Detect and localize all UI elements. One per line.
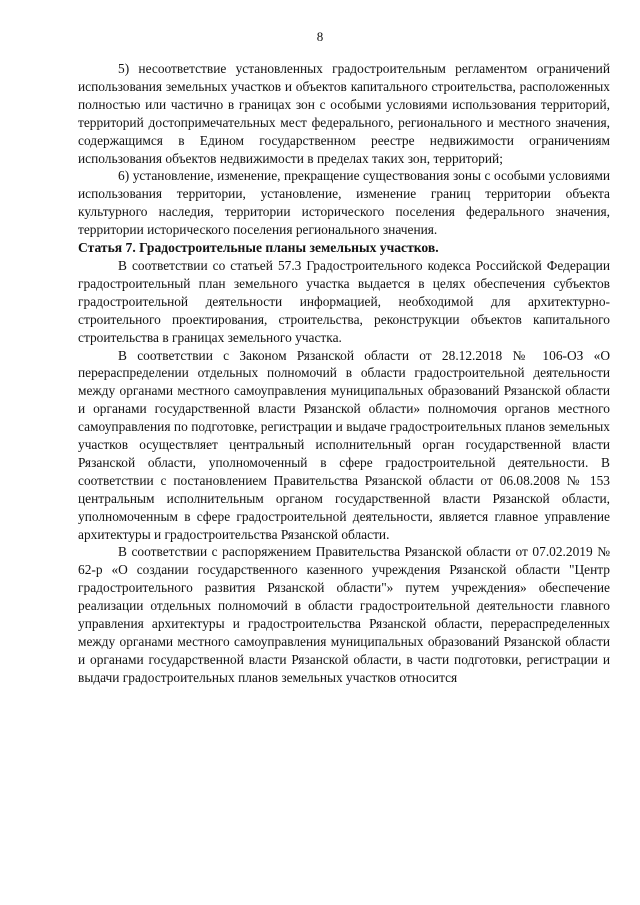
document-body — [78, 60, 610, 687]
paragraph-item-5: 5) несоответствие установленных градостроительным регламентом ограничений использования земельных участков и объектов капитального строительства, расположенных полностью или частично в границах зон с особыми условиями использования территорий, территорий достопримечательных мест федерального, регионального и местного значения, содержащимся в Едином государственном реестре недвижимости ограничениям использования объектов недвижимости в пределах таких зон, территорий; — [78, 61, 610, 166]
article-heading: Статья 7. Градостроительные планы земельных участков. — [78, 240, 439, 256]
paragraph-article7-2: В соответствии с Законом Рязанской области от 28.12.2018 № 106-ОЗ «О перераспределении отдельных полномочий в области градостроительной деятельности между органами местного самоуправления муниципальных образований Рязанской области и органами государственной власти Рязанской области» полномочия органов местного самоуправления по подготовке, регистрации и выдаче градостроительных планов земельных участков осуществляет центральный исполнительный орган государственной власти Рязанской области, уполномоченный в сфере градостроительной деятельности. В соответствии с постановлением Правительства Рязанской области от 06.08.2008 № 153 центральным исполнительным органом государственной власти Рязанской области, уполномоченным в сфере градостроительной деятельности, является главное управление архитектуры и градостроительства Рязанской области. — [78, 347, 610, 542]
paragraph-article7-3: В соответствии с распоряжением Правительства Рязанской области от 07.02.2019 № 62-р «О создании государственного казенного учреждения Рязанской области "Центр градостроительного развития Рязанской области"» путем учреждения» обеспечение реализации отдельных полномочий в области градостроительной деятельности главного управления архитектуры и градостроительства Рязанской области, перераспределенных между органами местного самоуправления муниципальных образований Рязанской области и органами государственной власти Рязанской области, в части подготовки, регистрации и выдачи градостроительных планов земельных участков относится — [78, 544, 610, 685]
page-number: 8 — [316, 29, 324, 44]
paragraph-item-6: 6) установление, изменение, прекращение существования зоны с особыми условиями использования территории, установление, изменение границ территории объекта культурного наследия, территории исторического поселения федерального значения, территории исторического поселения регионального значения. — [78, 168, 610, 238]
paragraph-article7-1: В соответствии со статьей 57.3 Градостроительного кодекса Российской Федерации градостроительный план земельного участка выдается в целях обеспечения субъектов градостроительной деятельности информацией, необходимой для архитектурно-строительного проектирования, строительства, реконструкции объектов капитального строительства в границах земельного участка. — [78, 257, 610, 345]
